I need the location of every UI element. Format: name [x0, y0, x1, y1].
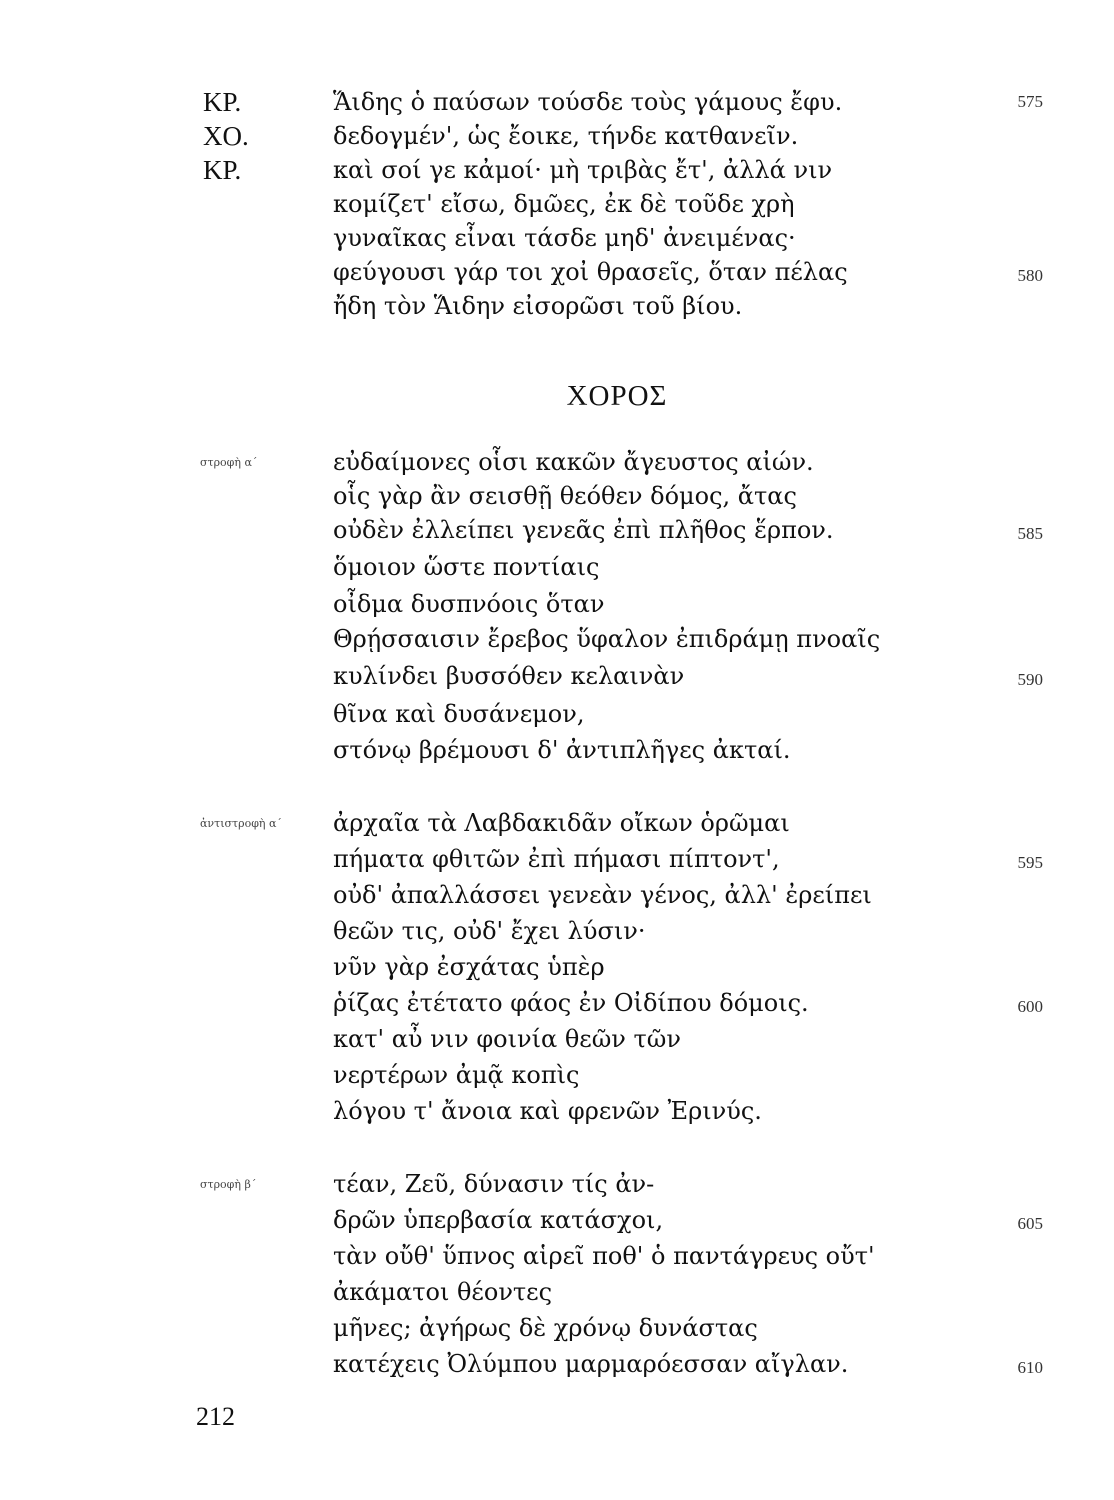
verse-line: Ἅιδης ὁ παύσων τούσδε τοὺς γάμους ἔφυ. — [333, 88, 843, 116]
page-number: 212 — [196, 1402, 235, 1431]
verse-line: νερτέρων ἀμᾷ κοπὶς — [333, 1061, 580, 1089]
verse-line: νῦν γὰρ ἐσχάτας ὑπὲρ — [333, 953, 605, 981]
stanza-label: στροφὴ β´ — [200, 1178, 257, 1191]
line-number: 605 — [1017, 1214, 1043, 1233]
speaker-label: ΚΡ. — [203, 87, 242, 117]
stanza-label: ἀντιστροφὴ α´ — [200, 817, 282, 830]
line-number: 590 — [1017, 670, 1043, 689]
verse-line: δρῶν ὑπερβασία κατάσχοι, — [333, 1206, 664, 1234]
verse-line: λόγου τ' ἄνοια καὶ φρενῶν Ἐρινύς. — [333, 1097, 762, 1125]
verse-line: δεδογμέν', ὡς ἔοικε, τήνδε κατθανεῖν. — [333, 122, 799, 150]
verse-line: θῖνα καὶ δυσάνεμον, — [333, 700, 585, 728]
verse-line: ἤδη τὸν Ἅιδην εἰσορῶσι τοῦ βίου. — [333, 292, 743, 320]
verse-line: ἀρχαῖα τὰ Λαβδακιδᾶν οἴκων ὁρῶμαι — [333, 809, 790, 837]
verse-line: Θρῄσσαισιν ἔρεβος ὕφαλον ἐπιδράμῃ πνοαῖς — [333, 625, 881, 653]
verse-line: φεύγουσι γάρ τοι χοἰ θρασεῖς, ὅταν πέλας — [333, 258, 848, 286]
line-number: 600 — [1017, 997, 1043, 1016]
line-number: 595 — [1017, 853, 1043, 872]
line-number: 585 — [1017, 524, 1043, 543]
line-number: 580 — [1017, 266, 1043, 285]
verse-line: τὰν οὔθ' ὕπνος αἱρεῖ ποθ' ὁ παντάγρευς οὔτ' — [333, 1242, 875, 1270]
speaker-label: ΧΟ. — [203, 121, 249, 151]
verse-line: στόνῳ βρέμουσι δ' ἀντιπλῆγες ἀκταί. — [333, 736, 791, 764]
verse-line: μῆνες; ἀγήρως δὲ χρόνῳ δυνάστας — [333, 1314, 758, 1342]
verse-line: οἷς γὰρ ἂν σεισθῇ θεόθεν δόμος, ἄτας — [333, 482, 797, 510]
verse-line: ὅμοιον ὥστε ποντίαις — [333, 553, 600, 581]
verse-line: οὐδ' ἀπαλλάσσει γενεὰν γένος, ἀλλ' ἐρείπει — [333, 881, 872, 909]
verse-line: οἶδμα δυσπνόοις ὅταν — [333, 590, 605, 618]
verse-line: γυναῖκας εἶναι τάσδε μηδ' ἀνειμένας· — [333, 224, 796, 252]
line-number: 610 — [1017, 1358, 1043, 1377]
verse-line: κυλίνδει βυσσόθεν κελαινὰν — [333, 662, 685, 690]
verse-line: κατέχεις Ὀλύμπου μαρμαρόεσσαν αἴγλαν. — [333, 1350, 849, 1378]
speaker-label: ΚΡ. — [203, 155, 242, 185]
verse-line: οὐδὲν ἐλλείπει γενεᾶς ἐπὶ πλῆθος ἕρπον. — [333, 516, 834, 544]
verse-line: κομίζετ' εἴσω, δμῶες, ἐκ δὲ τοῦδε χρὴ — [333, 190, 795, 218]
verse-line: καὶ σοί γε κἀμοί· μὴ τριβὰς ἔτ', ἀλλά νιν — [333, 156, 833, 184]
verse-line: τέαν, Ζεῦ, δύνασιν τίς ἀν- — [333, 1170, 655, 1198]
section-heading: ΧΟΡΟΣ — [566, 380, 668, 412]
verse-line: ἀκάματοι θέοντες — [333, 1278, 553, 1306]
line-number: 575 — [1017, 92, 1043, 111]
stanza-label: στροφὴ α´ — [200, 456, 258, 469]
verse-line: κατ' αὖ νιν φοινία θεῶν τῶν — [333, 1025, 681, 1053]
verse-line: πήματα φθιτῶν ἐπὶ πήμασι πίπτοντ', — [333, 845, 780, 873]
verse-line: εὐδαίμονες οἷσι κακῶν ἄγευστος αἰών. — [333, 448, 814, 476]
verse-line: θεῶν τις, οὐδ' ἔχει λύσιν· — [333, 917, 646, 945]
verse-line: ῥίζας ἐτέτατο φάος ἐν Οἰδίπου δόμοις. — [333, 989, 809, 1017]
